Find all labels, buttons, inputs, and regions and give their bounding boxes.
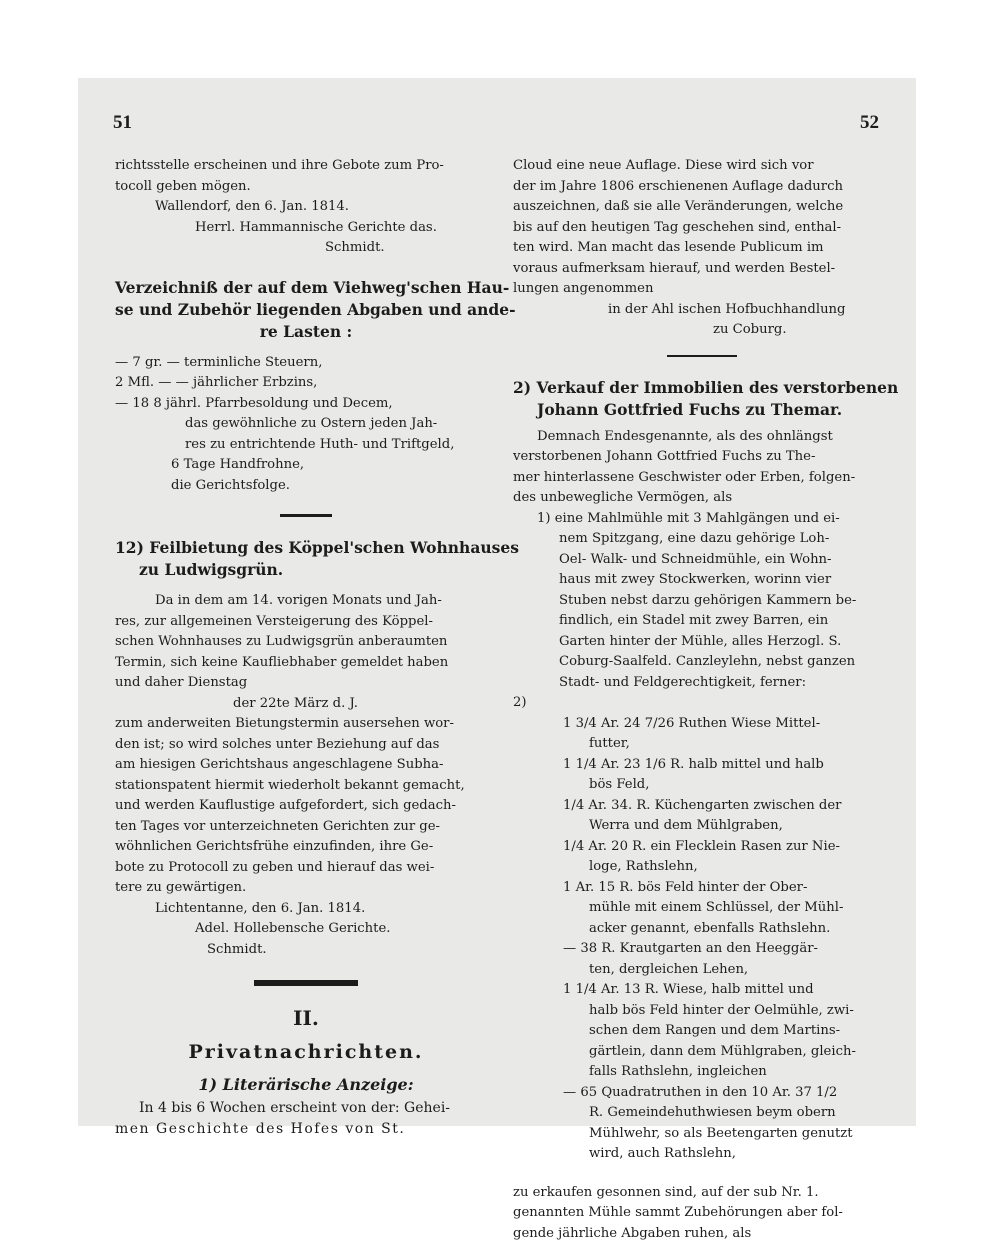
text-line: zum anderweiten Bietungstermin ausersehen wor- — [115, 714, 497, 735]
list-item: nem Spitzgang, eine dazu gehörige Loh- — [513, 529, 891, 550]
publisher-line: zu Coburg. — [513, 320, 891, 341]
section-heading: re Lasten : — [115, 321, 497, 343]
text-line: tere zu gewärtigen. — [115, 878, 497, 899]
text-line: richtsstelle erscheinen und ihre Gebote zum Pro- — [115, 156, 497, 177]
text-line: genannten Mühle sammt Zubehörungen aber fol- — [513, 1203, 891, 1224]
separator-rule — [667, 355, 737, 357]
text-line: den ist; so wird solches unter Beziehung auf das — [115, 735, 497, 756]
parcel-line: 1 Ar. 15 R. bös Feld hinter der Ober- — [513, 878, 891, 899]
text-line: des unbewegliche Vermögen, als — [513, 488, 891, 509]
right-column — [513, 156, 891, 1244]
text-line: und daher Dienstag — [115, 673, 497, 694]
text-line: der im Jahre 1806 erschienenen Auflage dadurch — [513, 177, 891, 198]
section-heading: Verzeichniß der auf dem Viehweg'schen Hau- — [115, 277, 497, 299]
parcel-line: 1 1/4 Ar. 23 1/6 R. halb mittel und halb — [513, 755, 891, 776]
list-item: — 18 8 jährl. Pfarrbesoldung und Decem, — [115, 394, 497, 415]
parcel-line: 1/4 Ar. 34. R. Küchengarten zwischen der — [513, 796, 891, 817]
text-line: lungen angenommen — [513, 279, 891, 300]
signature: Adel. Hollebensche Gerichte. — [115, 919, 497, 940]
section-heading: 2) Verkauf der Immobilien des verstorbenen — [513, 377, 891, 399]
text-line: wöhnlichen Gerichtsfrühe einzufinden, ihre Ge- — [115, 837, 497, 858]
text-line: und werden Kauflustige aufgefordert, sich gedach- — [115, 796, 497, 817]
list-item: Garten hinter der Mühle, alles Herzogl. S. — [513, 632, 891, 653]
parcel-line: — 38 R. Krautgarten an den Heeggär- — [513, 939, 891, 960]
parcel-line: Mühlwehr, so als Beetengarten genutzt — [513, 1124, 891, 1145]
text-line: bis auf den heutigen Tag geschehen sind, enthal- — [513, 218, 891, 239]
text-line: am hiesigen Gerichtshaus angeschlagene Subha- — [115, 755, 497, 776]
list-item: Coburg-Saalfeld. Canzleylehn, nebst ganzen — [513, 652, 891, 673]
text-line: Cloud eine neue Auflage. Diese wird sich vor — [513, 156, 891, 177]
text-line: Termin, sich keine Kaufliebhaber gemeldet haben — [115, 653, 497, 674]
list-item: 1) eine Mahlmühle mit 3 Mahlgängen und ei- — [513, 509, 891, 530]
parcel-line: halb bös Feld hinter der Oelmühle, zwi- — [513, 1001, 891, 1022]
text-line: tocoll geben mögen. — [115, 177, 497, 198]
text-line: ten wird. Man macht das lesende Publicum im — [513, 238, 891, 259]
parcel-line: loge, Rathslehn, — [513, 857, 891, 878]
page-number-left: 51 — [113, 112, 132, 134]
list-item: haus mit zwey Stockwerken, worinn vier — [513, 570, 891, 591]
list-item: — 7 gr. — terminliche Steuern, — [115, 353, 497, 374]
parcel-line: schen dem Rangen und dem Martins- — [513, 1021, 891, 1042]
separator-rule — [254, 980, 358, 986]
parcel-line: Werra und dem Mühlgraben, — [513, 816, 891, 837]
list-item: res zu entrichtende Huth- und Triftgeld, — [115, 435, 497, 456]
text-line: voraus aufmerksam hierauf, und werden Bestel- — [513, 259, 891, 280]
list-item: Stadt- und Feldgerechtigkeit, ferner: — [513, 673, 891, 694]
parcel-line: bös Feld, — [513, 775, 891, 796]
text-line: zu erkaufen gesonnen sind, auf der sub Nr. 1. — [513, 1183, 891, 1204]
parcel-line: R. Gemeindehuthwiesen beym obern — [513, 1103, 891, 1124]
left-column — [115, 156, 497, 1139]
section-heading: se und Zubehör liegenden Abgaben und ande- — [115, 299, 497, 321]
parcel-line: wird, auch Rathslehn, — [513, 1144, 891, 1165]
text-line: Demnach Endesgenannte, als des ohnlängst — [513, 427, 891, 448]
text-line: ten Tages vor unterzeichneten Gerichten zur ge- — [115, 817, 497, 838]
section-title: Privatnachrichten. — [115, 1038, 497, 1066]
date-line: der 22te März d. J. — [115, 694, 497, 715]
parcel-line: ten, dergleichen Lehen, — [513, 960, 891, 981]
parcel-line: falls Rathslehn, ingleichen — [513, 1062, 891, 1083]
list-item: findlich, ein Stadel mit zwey Barren, ein — [513, 611, 891, 632]
list-item: Stuben nebst darzu gehörigen Kammern be- — [513, 591, 891, 612]
text-line: schen Wohnhauses zu Ludwigsgrün anberaumten — [115, 632, 497, 653]
dateline: Wallendorf, den 6. Jan. 1814. — [115, 197, 497, 218]
text-line: stationspatent hiermit wiederholt bekannt gemacht, — [115, 776, 497, 797]
text-line: bote zu Protocoll zu geben und hierauf das wei- — [115, 858, 497, 879]
parcel-line: — 65 Quadratruthen in den 10 Ar. 37 1/2 — [513, 1083, 891, 1104]
text-line: In 4 bis 6 Wochen erscheint von der: Gehei- — [115, 1098, 497, 1119]
parcel-line: acker genannt, ebenfalls Rathslehn. — [513, 919, 891, 940]
signature: Herrl. Hammannische Gerichte das. — [115, 218, 497, 239]
text-line: men Geschichte des Hofes von St. — [115, 1119, 497, 1140]
parcel-line: 1 1/4 Ar. 13 R. Wiese, halb mittel und — [513, 980, 891, 1001]
list-item: 6 Tage Handfrohne, — [115, 455, 497, 476]
list-item: Oel- Walk- und Schneidmühle, ein Wohn- — [513, 550, 891, 571]
publisher-line: in der Ahl ischen Hofbuchhandlung — [513, 300, 891, 321]
text-line: mer hinterlassene Geschwister oder Erben, folgen- — [513, 468, 891, 489]
page-number-right: 52 — [860, 112, 879, 134]
list-item: das gewöhnliche zu Ostern jeden Jah- — [115, 414, 497, 435]
text-line: res, zur allgemeinen Versteigerung des Köppel- — [115, 612, 497, 633]
parcel-line: 1 3/4 Ar. 24 7/26 Ruthen Wiese Mittel- — [513, 714, 891, 735]
signature: Schmidt. — [115, 238, 497, 259]
subsection-title: 1) Literärische Anzeige: — [115, 1072, 497, 1098]
section-heading: zu Ludwigsgrün. — [115, 559, 497, 581]
parcel-line: 1/4 Ar. 20 R. ein Flecklein Rasen zur Nie- — [513, 837, 891, 858]
parcel-line: gärtlein, dann dem Mühlgraben, gleich- — [513, 1042, 891, 1063]
section-heading: Johann Gottfried Fuchs zu Themar. — [513, 399, 891, 421]
signature: Schmidt. — [115, 940, 497, 961]
text-line: auszeichnen, daß sie alle Veränderungen, welche — [513, 197, 891, 218]
text-line: verstorbenen Johann Gottfried Fuchs zu The- — [513, 447, 891, 468]
text-line: gende jährliche Abgaben ruhen, als — [513, 1224, 891, 1244]
list-label: 2) — [513, 693, 891, 714]
list-item: die Gerichtsfolge. — [115, 476, 497, 497]
separator-dash — [280, 514, 332, 517]
text-line: Da in dem am 14. vorigen Monats und Jah- — [115, 591, 497, 612]
list-item: 2 Mfl. — — jährlicher Erbzins, — [115, 373, 497, 394]
parcel-line: mühle mit einem Schlüssel, der Mühl- — [513, 898, 891, 919]
section-heading: 12) Feilbietung des Köppel'schen Wohnhauses — [115, 537, 497, 559]
section-number: II. — [115, 1004, 497, 1032]
parcel-line: futter, — [513, 734, 891, 755]
dateline: Lichtentanne, den 6. Jan. 1814. — [115, 899, 497, 920]
